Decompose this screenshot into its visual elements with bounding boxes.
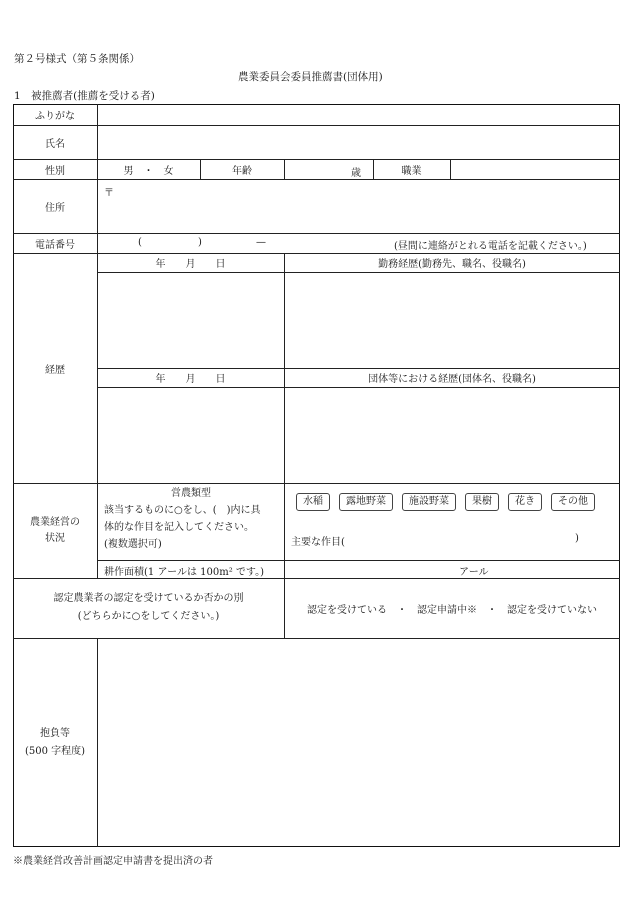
career-label: 経歴 [45,364,65,376]
farming-label-line1: 農業経営の [30,516,80,528]
main-crop-label: 主要な作目( [291,537,345,548]
group-date-header: 年 月 日 [155,374,226,385]
certification-question-line1: 認定農業者の認定を受けているか否かの別 [53,593,244,604]
address-input[interactable] [98,180,619,233]
work-career-header: 勤務経歴(勤務先、職名、役職名) [378,259,526,270]
work-date-input[interactable] [98,273,284,368]
age-label: 年齢 [232,165,252,177]
work-career-input[interactable] [285,273,619,368]
age-input[interactable] [285,160,373,179]
ambition-label-line1: 抱負等 [40,727,70,739]
crop-greenhouse-vegetables[interactable]: 施設野菜 [402,493,456,511]
group-career-input[interactable] [285,388,619,483]
cultivated-area-label: 耕作面積(1 アールは 100m² です。) [104,567,264,578]
farming-type-title: 営農類型 [171,488,211,499]
phone-input[interactable] [98,234,619,253]
farming-type-line2: 体的な作目を記入してください。 [104,522,254,533]
occupation-input[interactable] [451,160,619,179]
farming-type-line1: 該当するものに○をし、( )内に具 [104,505,261,516]
ambition-label [13,638,97,847]
farming-label [13,483,97,578]
main-crop-close: ) [575,533,579,544]
cultivated-area-input[interactable] [285,561,619,578]
farming-type-instructions [98,484,284,560]
ambition-label-line2: (500 字程度) [24,745,86,757]
group-career-header: 団体等における経歴(団体名、役職名) [368,374,536,385]
farming-label-line2: 状況 [45,532,65,544]
crop-open-field-vegetables[interactable]: 露地野菜 [339,493,393,511]
name-label: 氏名 [45,138,65,150]
phone-dash: — [256,237,266,248]
postal-mark: 〒 [104,188,114,199]
group-date-input[interactable] [98,388,284,483]
sex-label: 性別 [45,165,65,177]
certification-question-line2: (どちらかに○をしてください。) [77,611,220,622]
crop-rice[interactable]: 水稲 [296,493,330,511]
work-date-header: 年 月 日 [155,259,226,270]
section-heading: 1 被推薦者(推薦を受ける者) [14,90,155,102]
main-crop-input[interactable] [285,530,619,550]
area-unit: アール [459,567,489,578]
occupation-label: 職業 [401,165,422,177]
crop-flowers[interactable]: 花き [508,493,542,511]
address-label: 住所 [45,202,65,214]
ambition-input[interactable] [98,639,619,846]
furigana-label: ふりがな [35,111,75,122]
crop-options [296,493,595,511]
phone-note: (昼間に連絡がとれる電話を記載ください。) [394,241,587,252]
certification-question [13,578,284,638]
phone-label: 電話番号 [35,239,75,251]
phone-open-paren: ( [138,237,142,248]
form-number: 第２号様式（第５条関係） [14,53,140,65]
farming-type-line3: (複数選択可) [104,539,162,550]
crop-other[interactable]: その他 [551,493,595,511]
crop-fruit-trees[interactable]: 果樹 [465,493,499,511]
furigana-input[interactable] [98,105,619,125]
name-input[interactable] [98,126,619,159]
sex-options[interactable]: 男 ・ 女 [123,165,174,177]
form-title: 農業委員会委員推薦書(団体用) [238,71,383,83]
phone-close-paren: ) [198,237,202,248]
footnote: ※農業経営改善計画認定申請書を提出済の者 [13,856,213,867]
certification-options[interactable]: 認定を受けている ・ 認定申請中※ ・ 認定を受けていない [307,604,597,616]
age-unit: 歳 [351,168,361,179]
